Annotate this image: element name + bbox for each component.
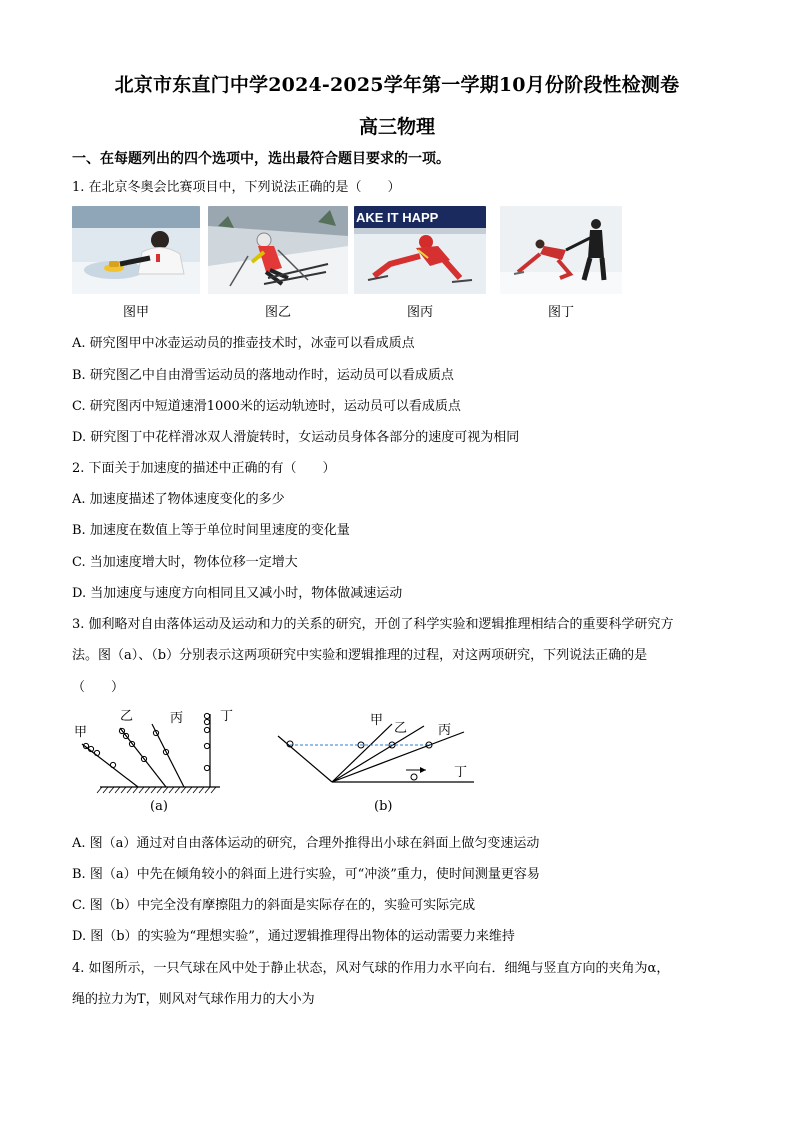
exam-title: 北京市东直门中学2024-2025学年第一学期10月份阶段性检测卷 xyxy=(114,74,680,96)
q3-stem-line1: 3. 伽利略对自由落体运动及运动和力的关系的研究，开创了科学实验和逻辑推理相结合的重要科学研究方 xyxy=(72,617,674,632)
banner-text: AKE IT HAPP xyxy=(356,210,439,225)
q1-option-c: C. 研究图丙中短道速滑1000米的运动轨迹时，运动员可以看成质点 xyxy=(72,399,461,414)
figure-b-ideal-experiment xyxy=(274,708,484,820)
fig-b-label-yi: 乙 xyxy=(394,721,408,736)
caption-ding: 图丁 xyxy=(547,305,574,320)
q1-option-b: B. 研究图乙中自由滑雪运动员的落地动作时，运动员可以看成质点 xyxy=(72,368,454,383)
figure-skating-photo xyxy=(500,206,622,294)
fig-a-label-yi: 乙 xyxy=(120,709,134,724)
figure-a-inclines xyxy=(70,704,240,820)
q4-stem-line1: 4. 如图所示，一只气球在风中处于静止状态，风对气球的作用力水平向右．细绳与竖直方向的夹角为α， xyxy=(72,961,670,976)
q3-stem-line2: 法。图（a）、（b）分别表示这两项研究中实验和逻辑推理的过程，对这两项研究，下列说法正确的是 xyxy=(72,648,648,663)
exam-subject: 高三物理 xyxy=(358,116,435,138)
q3-option-d: D. 图（b）的实验为“理想实验”，通过逻辑推理得出物体的运动需要力来维持 xyxy=(72,929,515,944)
fig-b-label-ding: 丁 xyxy=(454,765,468,780)
q2-option-c: C. 当加速度增大时，物体位移一定增大 xyxy=(72,555,298,570)
q3-option-c: C. 图（b）中完全没有摩擦阻力的斜面是实际存在的，实验可实际完成 xyxy=(72,898,476,913)
fig-b-caption: (b) xyxy=(374,799,393,814)
speed-skater-photo xyxy=(354,206,486,294)
q2-option-a: A. 加速度描述了物体速度变化的多少 xyxy=(72,492,285,507)
q2-stem: 2. 下面关于加速度的描述中正确的有（ ） xyxy=(72,461,336,476)
fig-b-label-jia: 甲 xyxy=(370,713,384,728)
q3-option-a: A. 图（a）通过对自由落体运动的研究，合理外推得出小球在斜面上做匀变速运动 xyxy=(72,836,540,851)
skier-photo xyxy=(208,206,348,294)
caption-jia: 图甲 xyxy=(122,305,149,320)
q2-option-b: B. 加速度在数值上等于单位时间里速度的变化量 xyxy=(72,523,350,538)
fig-a-label-ding: 丁 xyxy=(220,709,234,724)
curling-photo xyxy=(72,206,200,294)
caption-bing: 图丙 xyxy=(406,305,433,320)
fig-a-label-bing: 丙 xyxy=(170,711,184,726)
q3-stem-line3: （ ） xyxy=(72,680,125,695)
fig-b-label-bing: 丙 xyxy=(438,723,452,738)
q1-stem: 1. 在北京冬奥会比赛项目中，下列说法正确的是（ ） xyxy=(72,180,401,195)
fig-a-caption: (a) xyxy=(150,799,168,814)
q3-option-b: B. 图（a）中先在倾角较小的斜面上进行实验，可“冲淡”重力，使时间测量更容易 xyxy=(72,867,540,882)
q1-option-a: A. 研究图甲中冰壶运动员的推壶技术时，冰壶可以看成质点 xyxy=(72,336,415,351)
q1-option-d: D. 研究图丁中花样滑冰双人滑旋转时，女运动员身体各部分的速度可视为相同 xyxy=(72,430,520,445)
section-heading: 一、在每题列出的四个选项中，选出最符合题目要求的一项。 xyxy=(72,151,450,167)
q4-stem-line2: 绳的拉力为T，则风对气球作用力的大小为 xyxy=(72,992,315,1007)
fig-a-label-jia: 甲 xyxy=(74,725,88,740)
q2-option-d: D. 当加速度与速度方向相同且又减小时，物体做减速运动 xyxy=(72,586,403,601)
caption-yi: 图乙 xyxy=(264,305,291,320)
